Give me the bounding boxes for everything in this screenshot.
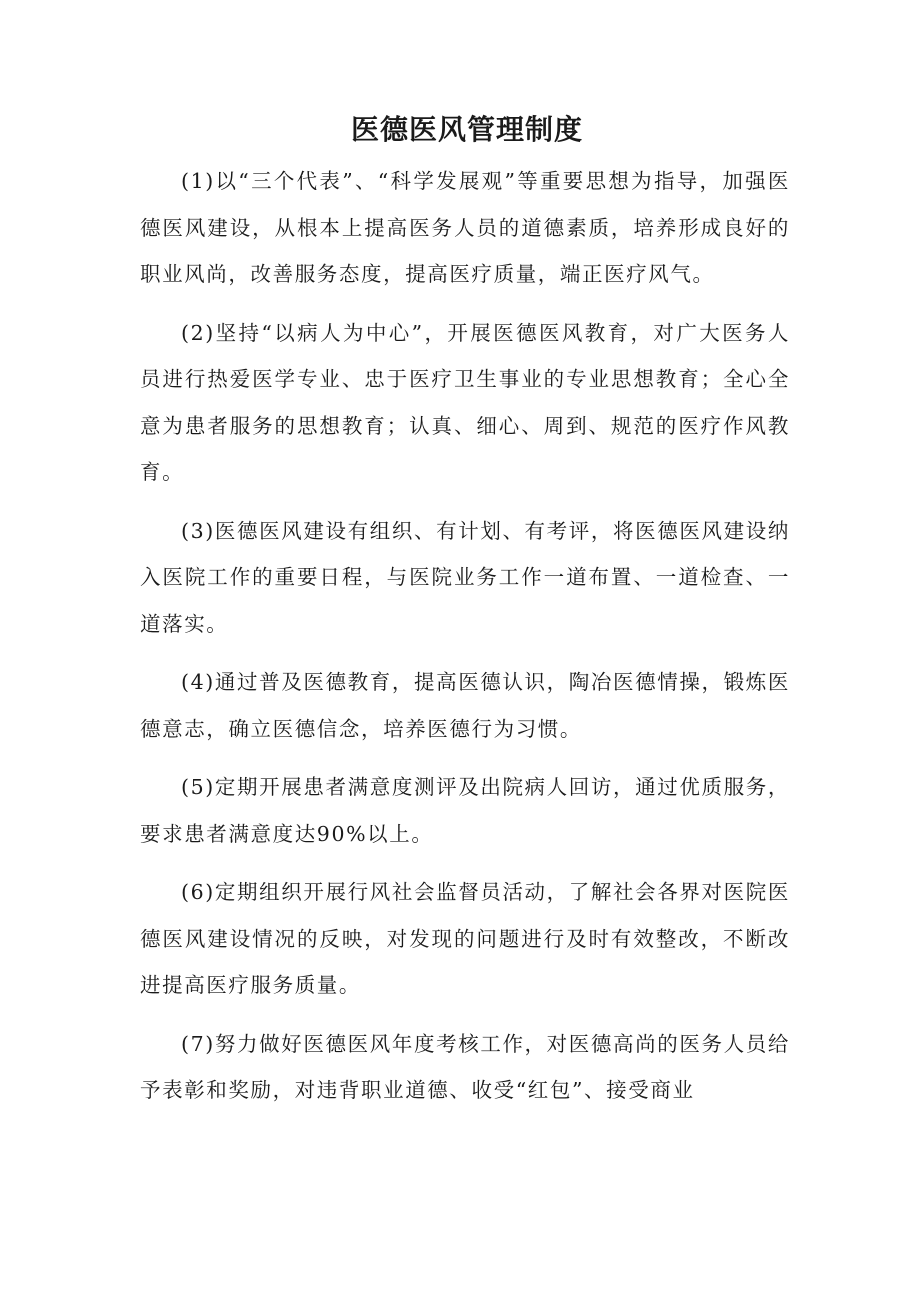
document-title: 医德医风管理制度 <box>350 113 583 146</box>
paragraph-4: (4)通过普及医德教育，提高医德认识，陶冶医德情操，锻炼医德意志，确立医德信念，培养医德行为习惯。 <box>140 670 790 741</box>
paragraph-7: (7)努力做好医德医风年度考核工作，对医德高尚的医务人员给予表彰和奖励，对违背职业道德、收受“红包”、接受商业 <box>140 1031 790 1102</box>
paragraph-5: (5)定期开展患者满意度测评及出院病人回访，通过优质服务，要求患者满意度达90%以上。 <box>140 775 790 846</box>
paragraph-6: (6)定期组织开展行风社会监督员活动，了解社会各界对医院医德医风建设情况的反映，对发现的问题进行及时有效整改，不断改进提高医疗服务质量。 <box>140 880 790 997</box>
paragraph-2: (2)坚持“以病人为中心”，开展医德医风教育，对广大医务人员进行热爱医学专业、忠于医疗卫生事业的专业思想教育；全心全意为患者服务的思想教育；认真、细心、周到、规范的医疗作风教育。 <box>140 320 790 484</box>
paragraph-3: (3)医德医风建设有组织、有计划、有考评，将医德医风建设纳入医院工作的重要日程，与医院业务工作一道布置、一道检查、一道落实。 <box>140 518 790 636</box>
paragraph-1: (1)以“三个代表”、“科学发展观”等重要思想为指导，加强医德医风建设，从根本上提高医务人员的道德素质，培养形成良好的职业风尚，改善服务态度，提高医疗质量，端正医疗风气。 <box>140 169 790 286</box>
